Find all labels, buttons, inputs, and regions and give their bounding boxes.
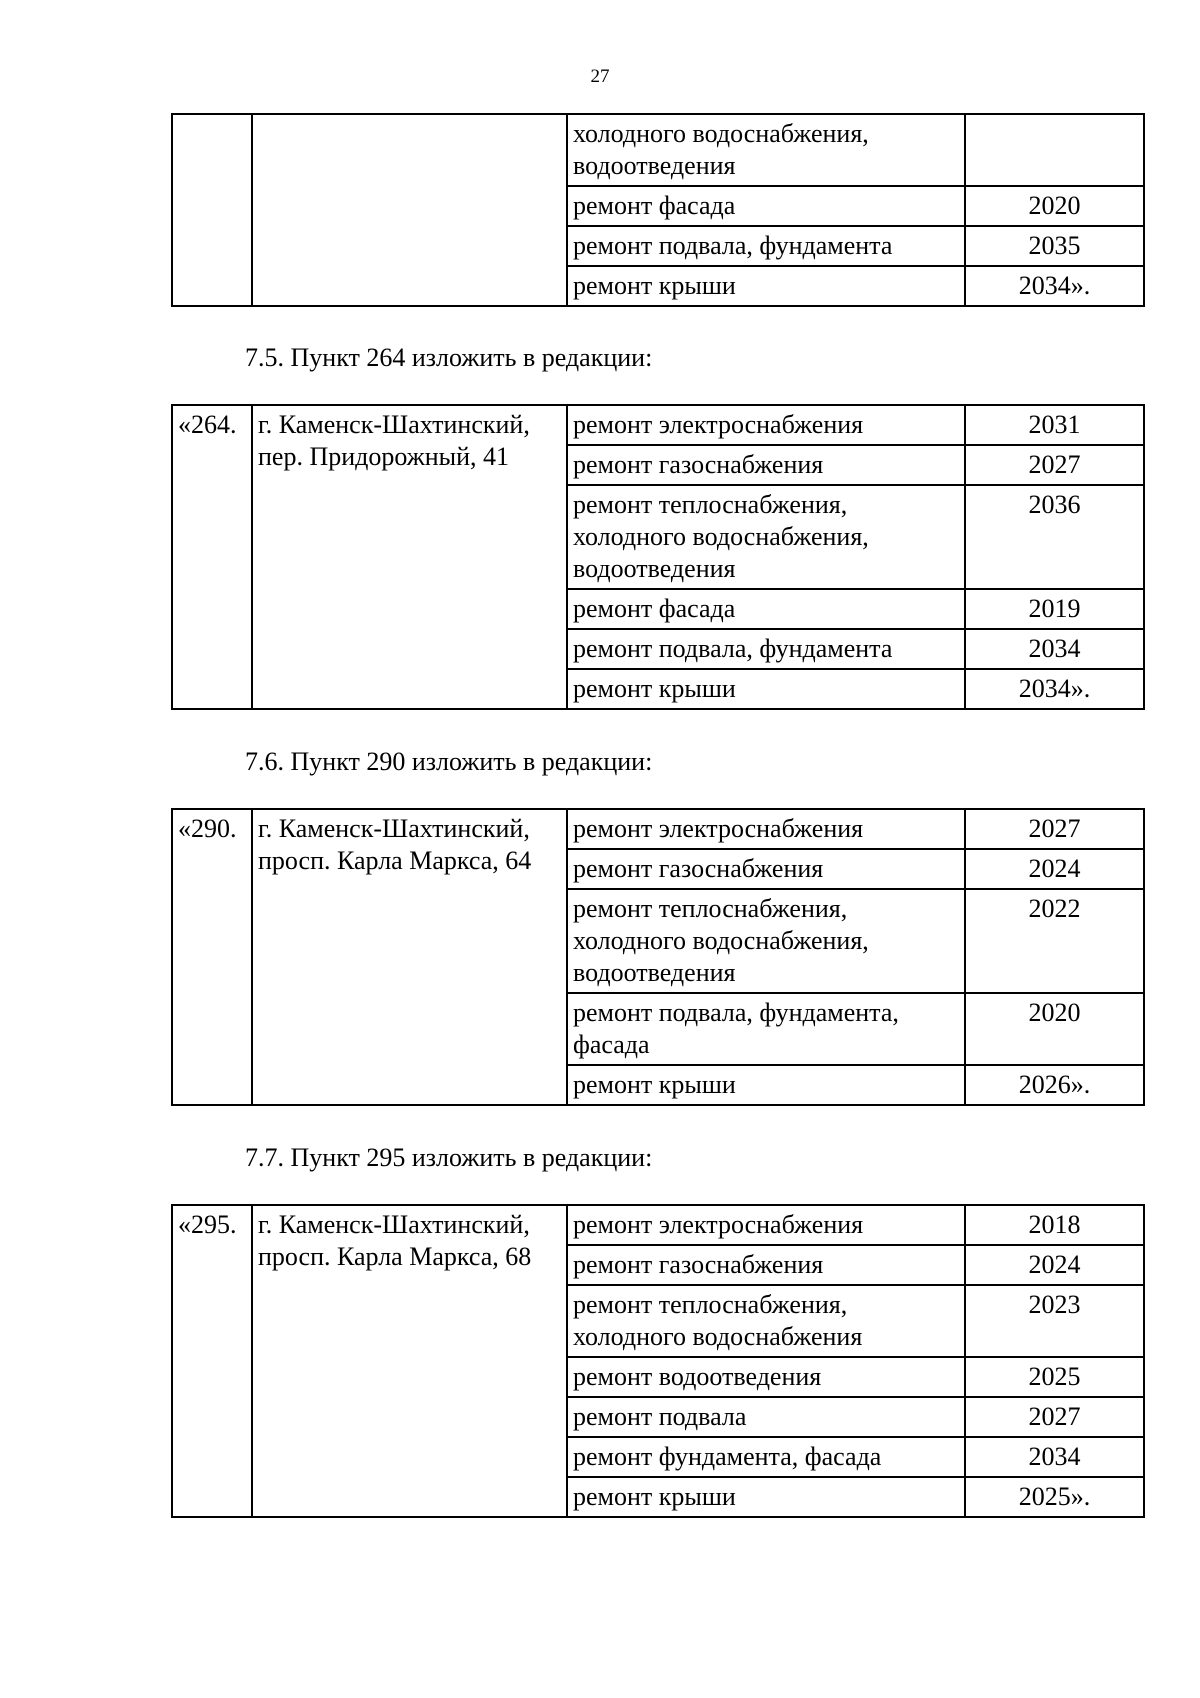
work-cell: ремонт фундамента, фасада [567, 1437, 965, 1477]
work-cell: ремонт фасада [567, 589, 965, 629]
year-cell: 2034». [965, 266, 1144, 306]
item-number-cell: «264. [172, 405, 252, 709]
year-cell: 2025 [965, 1357, 1144, 1397]
continuation-table [171, 113, 1145, 307]
year-cell: 2035 [965, 226, 1144, 266]
work-cell: холодного водоснабжения, водоотведения [567, 114, 965, 186]
year-cell: 2022 [965, 889, 1144, 993]
address-cell: г. Каменск-Шахтинский, просп. Карла Маркса, 64 [252, 809, 567, 1105]
work-cell: ремонт фасада [567, 186, 965, 226]
item-number-cell [172, 114, 252, 306]
year-cell: 2034». [965, 669, 1144, 709]
item-number-cell: «295. [172, 1205, 252, 1517]
item-table-295 [171, 1204, 1145, 1518]
year-cell: 2031 [965, 405, 1144, 445]
year-cell: 2036 [965, 485, 1144, 589]
table-row [172, 809, 1144, 849]
table-row [172, 114, 1144, 186]
address-cell: г. Каменск-Шахтинский, просп. Карла Маркса, 68 [252, 1205, 567, 1517]
work-cell: ремонт подвала, фундамента, фасада [567, 993, 965, 1065]
work-cell: ремонт газоснабжения [567, 445, 965, 485]
work-cell: ремонт крыши [567, 669, 965, 709]
section-heading: 7.7. Пункт 295 изложить в редакции: [245, 1143, 653, 1172]
work-cell: ремонт электроснабжения [567, 405, 965, 445]
year-cell: 2034 [965, 629, 1144, 669]
year-cell: 2027 [965, 809, 1144, 849]
work-cell: ремонт крыши [567, 1065, 965, 1105]
work-cell: ремонт электроснабжения [567, 1205, 965, 1245]
section-heading: 7.6. Пункт 290 изложить в редакции: [245, 747, 653, 776]
work-cell: ремонт теплоснабжения, холодного водоснабжения, водоотведения [567, 889, 965, 993]
year-cell: 2023 [965, 1285, 1144, 1357]
page-number: 27 [590, 66, 610, 87]
year-cell: 2027 [965, 445, 1144, 485]
item-number-cell: «290. [172, 809, 252, 1105]
year-cell: 2025». [965, 1477, 1144, 1517]
year-cell: 2020 [965, 993, 1144, 1065]
work-cell: ремонт подвала [567, 1397, 965, 1437]
year-cell: 2019 [965, 589, 1144, 629]
year-cell: 2027 [965, 1397, 1144, 1437]
year-cell: 2026». [965, 1065, 1144, 1105]
year-cell: 2034 [965, 1437, 1144, 1477]
year-cell [965, 114, 1144, 186]
work-cell: ремонт газоснабжения [567, 849, 965, 889]
item-table-290 [171, 808, 1145, 1106]
section-heading: 7.5. Пункт 264 изложить в редакции: [245, 343, 653, 372]
work-cell: ремонт подвала, фундамента [567, 629, 965, 669]
work-cell: ремонт электроснабжения [567, 809, 965, 849]
work-cell: ремонт крыши [567, 266, 965, 306]
table-row [172, 405, 1144, 445]
table-row [172, 1205, 1144, 1245]
year-cell: 2020 [965, 186, 1144, 226]
year-cell: 2024 [965, 1245, 1144, 1285]
address-cell [252, 114, 567, 306]
address-cell: г. Каменск-Шахтинский, пер. Придорожный, 41 [252, 405, 567, 709]
work-cell: ремонт теплоснабжения, холодного водоснабжения, водоотведения [567, 485, 965, 589]
year-cell: 2018 [965, 1205, 1144, 1245]
work-cell: ремонт крыши [567, 1477, 965, 1517]
year-cell: 2024 [965, 849, 1144, 889]
work-cell: ремонт водоотведения [567, 1357, 965, 1397]
work-cell: ремонт теплоснабжения, холодного водоснабжения [567, 1285, 965, 1357]
item-table-264 [171, 404, 1145, 710]
work-cell: ремонт подвала, фундамента [567, 226, 965, 266]
work-cell: ремонт газоснабжения [567, 1245, 965, 1285]
